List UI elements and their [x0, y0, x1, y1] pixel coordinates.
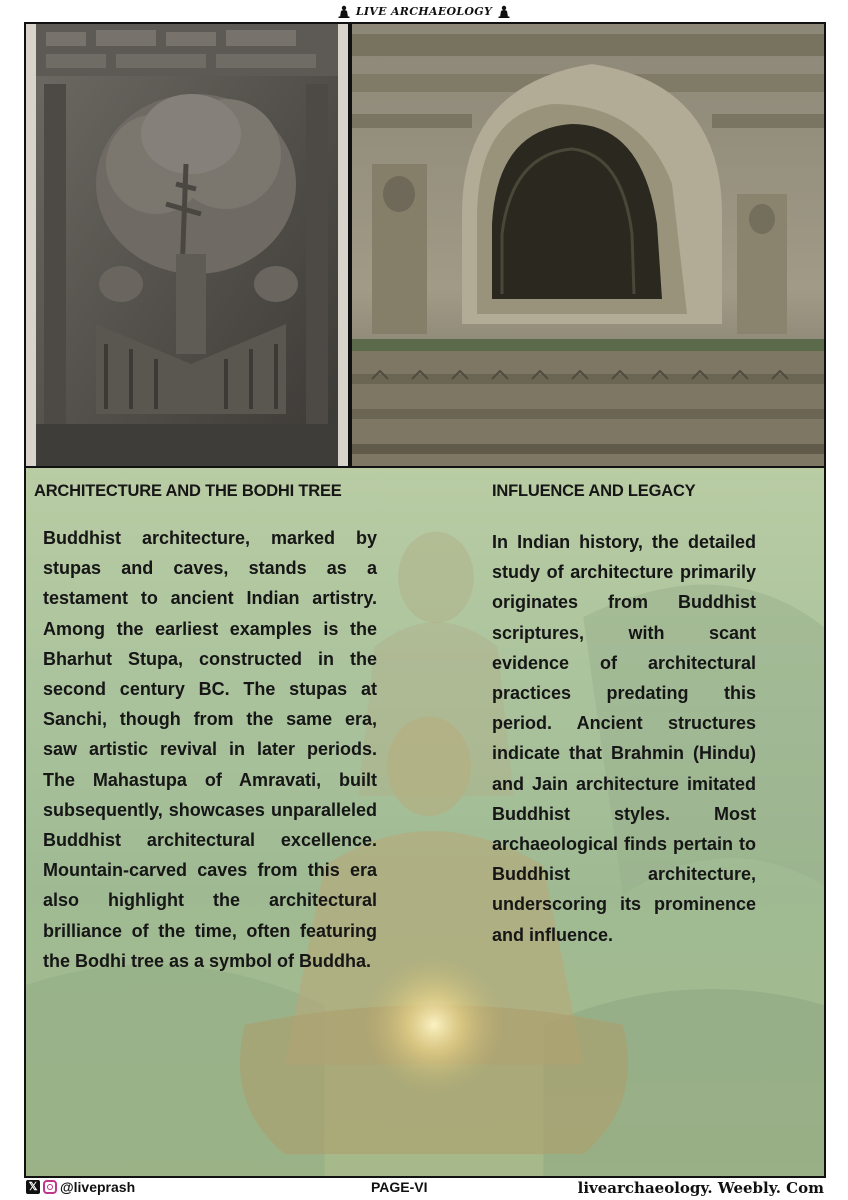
header	[0, 0, 848, 22]
header-title: LIVE ARCHAEOLOGY	[355, 4, 493, 18]
instagram-icon	[43, 1180, 57, 1194]
influence-paragraph: In Indian history, the detailed study of architecture primarily originates from Buddhist scriptures, with scant evidence of architectural practices predating this period. Ancient structures indicate that Brahmin (Hindu) and Jain architecture imitated Buddhist styles. Most archaeological finds pertain to Buddhist architecture, underscoring its prominence and influence.	[492, 532, 756, 945]
buddha-icon	[498, 5, 510, 18]
social-handle-text: @liveprash	[60, 1179, 136, 1195]
social-handle	[26, 1179, 135, 1195]
text-panel	[24, 466, 826, 1178]
footer	[24, 1178, 826, 1198]
architecture-paragraph: Buddhist architecture, marked by stupas and caves, stands as a testament to ancient Indian artistry. Among the earliest examples is the Bharhut Stupa, constructed in the second century BC. The stupas at Sanchi, though from the same era, saw artistic revival in later periods. The Mahastupa of Amravati, built subsequently, showcases unparalleled Buddhist architectural excellence. Mountain-carved caves from this era also highlight the architectural brilliance of the time, often featuring the Bodhi tree as a symbol of Buddha.	[43, 528, 377, 971]
section-heading-architecture: ARCHITECTURE AND THE BODHI TREE	[34, 482, 342, 500]
bodhi-tree-relief-photo	[26, 24, 348, 466]
section-heading-influence: INFLUENCE AND LEGACY	[492, 482, 696, 500]
photo-strip	[24, 22, 826, 468]
website-link[interactable]: livearchaeology. Weebly. Com	[577, 1179, 824, 1197]
page-number: PAGE-VI	[371, 1179, 428, 1195]
x-icon: 𝕏	[26, 1180, 40, 1194]
cave-chaitya-arch-photo	[352, 24, 824, 466]
buddha-icon	[338, 5, 350, 18]
